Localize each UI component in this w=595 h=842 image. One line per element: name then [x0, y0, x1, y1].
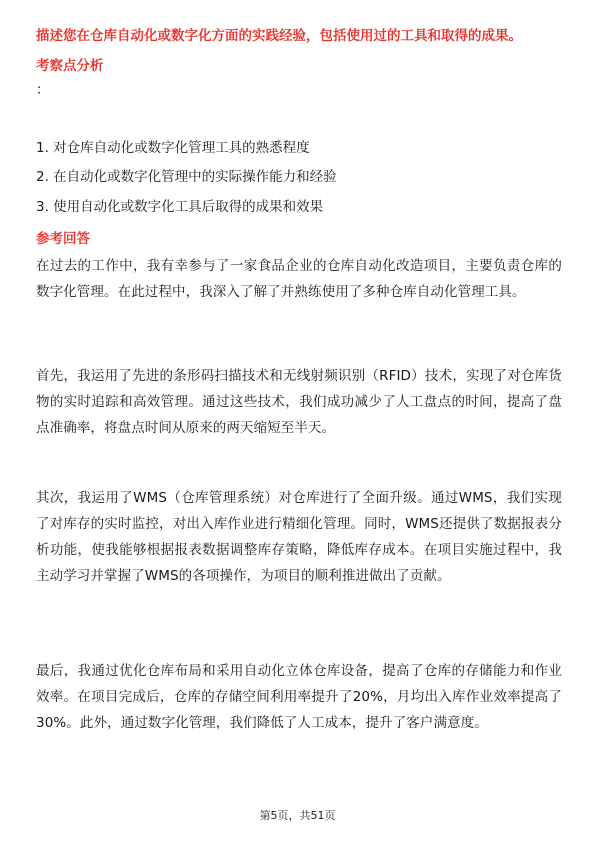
answer-paragraph-4: 最后，我通过优化仓库布局和采用自动化立体仓库设备，提高了仓库的存储能力和作业效率。在项目完成后，仓库的存储空间利用率提升了20%，月均出入库作业效率提高了30%。此外，通过数字化管理，我们降低了人工成本，提升了客户满意度。 — [36, 663, 562, 731]
question-heading: 描述您在仓库自动化或数字化方面的实践经验，包括使用过的工具和取得的成果。 — [36, 28, 522, 44]
answer-paragraph-1: 在过去的工作中，我有幸参与了一家食品企业的仓库自动化改造项目，主要负责仓库的数字化管理。在此过程中，我深入了解了并熟练使用了多种仓库自动化管理工具。 — [36, 258, 562, 300]
analysis-point-3: 3. 使用自动化或数字化工具后取得的成果和效果 — [36, 199, 324, 215]
analysis-point-1: 1. 对仓库自动化或数字化管理工具的熟悉程度 — [36, 140, 310, 156]
answer-paragraph-3: 其次，我运用了WMS（仓库管理系统）对仓库进行了全面升级。通过WMS，我们实现了对库存的实时监控，对出入库作业进行精细化管理。同时，WMS还提供了数据报表分析功能，使我能够根据报表数据调整库存策略，降低库存成本。在项目实施过程中，我主动学习并掌握了WMS的各项操作，为项目的顺利推进做出了贡献。 — [36, 490, 562, 584]
analysis-point-2: 2. 在自动化或数字化管理中的实际操作能力和经验 — [36, 169, 337, 185]
answer-title: 参考回答 — [36, 231, 90, 247]
analysis-title: 考察点分析 — [36, 58, 104, 74]
answer-paragraph-2: 首先，我运用了先进的条形码扫描技术和无线射频识别（RFID）技术，实现了对仓库货物的实时追踪和高效管理。通过这些技术，我们成功减少了人工盘点的时间，提高了盘点准确率，将盘点时间从原来的两天缩短至半天。 — [36, 368, 562, 436]
page-number-footer: 第5页，共51页 — [259, 809, 336, 822]
analysis-colon: ： — [36, 82, 50, 98]
